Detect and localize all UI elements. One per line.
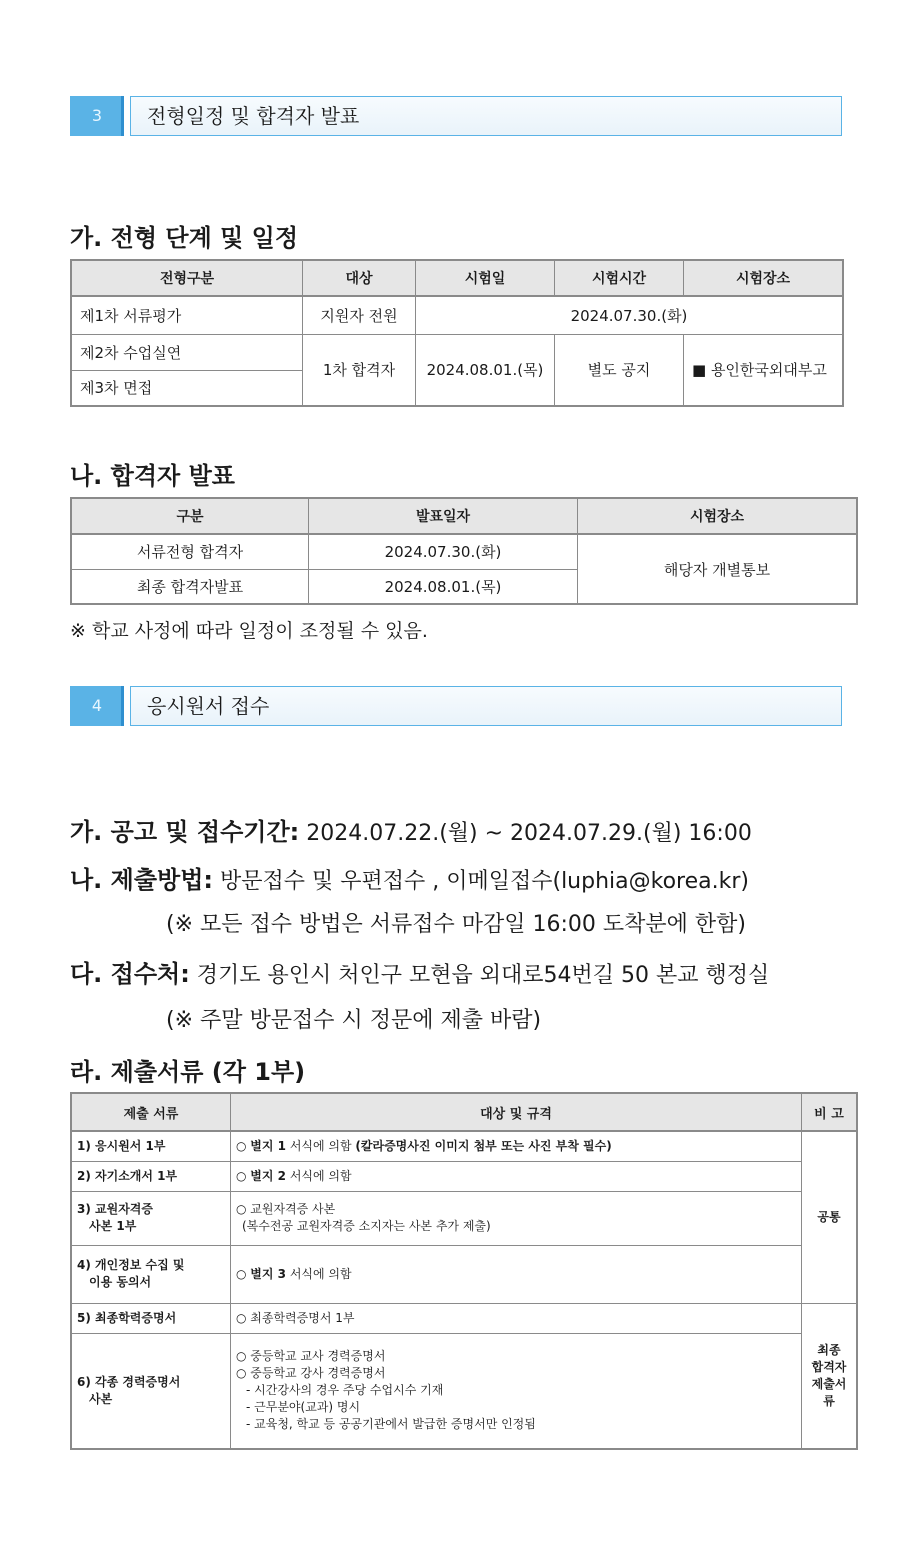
doc-spec-cell (231, 1245, 802, 1303)
apply-method-label: 나. 제출방법: (70, 866, 213, 894)
spec-line: - 시간강사의 경우 주당 수업시수 기재 (246, 1383, 444, 1398)
apply-period (70, 812, 752, 847)
spec-text: 서식에 의함 (286, 1138, 356, 1153)
doc-name-line: 4) 개인정보 수집 및 (77, 1258, 185, 1272)
target-cell: 1차 합격자 (303, 334, 416, 406)
apply-period-value: 2024.07.22.(월) ~ 2024.07.29.(월) 16:00 (299, 821, 752, 846)
apply-period-label: 가. 공고 및 접수기간: (70, 818, 300, 846)
announce-table (70, 497, 858, 605)
section-title: 전형일정 및 합격자 발표 (130, 96, 842, 136)
schedule-heading: 가. 전형 단계 및 일정 (70, 224, 299, 252)
spec-line: - 근무분야(교과) 명시 (246, 1400, 361, 1415)
col-header: 시험시간 (555, 260, 684, 296)
apply-place-label: 다. 접수처: (70, 960, 190, 988)
form-ref: 별지 2 (250, 1168, 287, 1183)
apply-method (70, 860, 749, 895)
table-row (71, 1161, 857, 1191)
spec-line: - 교육청, 학교 등 공공기관에서 발급한 증명서만 인정됨 (246, 1417, 536, 1432)
doc-name-cell: 1) 응시원서 1부 (71, 1131, 231, 1161)
date-cell: 2024.07.30.(화) (309, 534, 578, 569)
table-row (71, 1245, 857, 1303)
circle-bullet: ○ (236, 1138, 251, 1153)
spec-line: ○ 중등학교 강사 경력증명서 (236, 1366, 386, 1381)
table-row (71, 1191, 857, 1245)
date-cell: 2024.07.30.(화) (416, 296, 844, 334)
announce-heading: 나. 합격자 발표 (70, 462, 235, 490)
col-header: 발표일자 (309, 498, 578, 534)
apply-method-value: 방문접수 및 우편접수 , 이메일접수(luphia@korea.kr) (213, 869, 749, 894)
doc-spec-cell (231, 1131, 802, 1161)
doc-name-line: 6) 각종 경력증명서 (77, 1374, 181, 1389)
col-header: 제출 서류 (71, 1093, 231, 1131)
place-cell: 해당자 개별통보 (578, 534, 858, 604)
col-header: 전형구분 (71, 260, 303, 296)
section-3-header (70, 96, 842, 136)
docs-heading: 라. 제출서류 (각 1부) (70, 1058, 306, 1086)
section-number: 3 (70, 96, 124, 136)
note-line: 최종 (817, 1342, 841, 1357)
spec-text: 서식에 의함 (286, 1266, 352, 1281)
table-row (71, 296, 843, 334)
apply-method-note: (※ 모든 접수 방법은 서류접수 마감일 16:00 도착분에 한함) (166, 912, 746, 937)
doc-name-line: 3) 교원자격증 (77, 1202, 153, 1216)
note-line: 합격자 (811, 1359, 847, 1374)
doc-name-cell (71, 1191, 231, 1245)
note-common-cell: 공통 (802, 1131, 858, 1303)
form-ref: 별지 1 (250, 1138, 287, 1153)
spec-line: ○ 중등학교 교사 경력증명서 (236, 1349, 386, 1364)
doc-name-line: 사본 1부 (89, 1219, 137, 1233)
spec-text: 서식에 의함 (286, 1168, 352, 1183)
apply-place-value: 경기도 용인시 처인구 모현읍 외대로54번길 50 본교 행정실 (189, 963, 770, 988)
col-header: 대상 및 규격 (231, 1093, 802, 1131)
col-header: 대상 (303, 260, 416, 296)
apply-place-note: (※ 주말 방문접수 시 정문에 제출 바람) (166, 1008, 542, 1033)
apply-place (70, 954, 769, 989)
table-row (71, 1131, 857, 1161)
doc-name-line: 이용 동의서 (89, 1275, 152, 1289)
col-header: 시험일 (416, 260, 555, 296)
doc-spec-cell (231, 1191, 802, 1245)
time-cell: 별도 공지 (555, 334, 684, 406)
spec-line: ○ 교원자격증 사본 (236, 1202, 336, 1216)
doc-name-cell: 2) 자기소개서 1부 (71, 1161, 231, 1191)
stage-cell: 제1차 서류평가 (71, 296, 303, 334)
section-4-header (70, 686, 842, 726)
spec-line: (복수전공 교원자격증 소지자는 사본 추가 제출) (242, 1219, 491, 1233)
col-header: 비 고 (802, 1093, 858, 1131)
doc-spec-cell (231, 1333, 802, 1449)
target-cell: 지원자 전원 (303, 296, 416, 334)
spec-emphasis: (칼라증명사진 이미지 첨부 또는 사진 부착 필수) (355, 1138, 612, 1153)
circle-bullet: ○ (236, 1168, 251, 1183)
doc-spec-cell: ○ 최종학력증명서 1부 (231, 1303, 802, 1333)
note-final-cell (802, 1303, 858, 1449)
documents-table (70, 1092, 858, 1450)
col-header: 구분 (71, 498, 309, 534)
table-row (71, 1303, 857, 1333)
circle-bullet: ○ (236, 1266, 251, 1281)
type-cell: 서류전형 합격자 (71, 534, 309, 569)
date-cell: 2024.08.01.(목) (309, 569, 578, 604)
col-header: 시험장소 (684, 260, 844, 296)
table-row (71, 1333, 857, 1449)
doc-name-cell: 5) 최종학력증명서 (71, 1303, 231, 1333)
date-cell: 2024.08.01.(목) (416, 334, 555, 406)
table-row (71, 534, 857, 569)
stage-cell: 제2차 수업실연 (71, 334, 303, 370)
col-header: 시험장소 (578, 498, 858, 534)
place-cell: ■ 용인한국외대부고 (684, 334, 844, 406)
schedule-table (70, 259, 844, 407)
doc-name-cell (71, 1245, 231, 1303)
note-line: 제출서류 (811, 1376, 847, 1408)
table-row (71, 334, 843, 370)
form-ref: 별지 3 (250, 1266, 287, 1281)
type-cell: 최종 합격자발표 (71, 569, 309, 604)
doc-name-line: 사본 (89, 1391, 113, 1406)
doc-name-cell (71, 1333, 231, 1449)
section-title: 응시원서 접수 (130, 686, 842, 726)
schedule-note: ※ 학교 사정에 따라 일정이 조정될 수 있음. (70, 620, 428, 642)
section-number: 4 (70, 686, 124, 726)
doc-spec-cell (231, 1161, 802, 1191)
stage-cell: 제3차 면접 (71, 370, 303, 406)
